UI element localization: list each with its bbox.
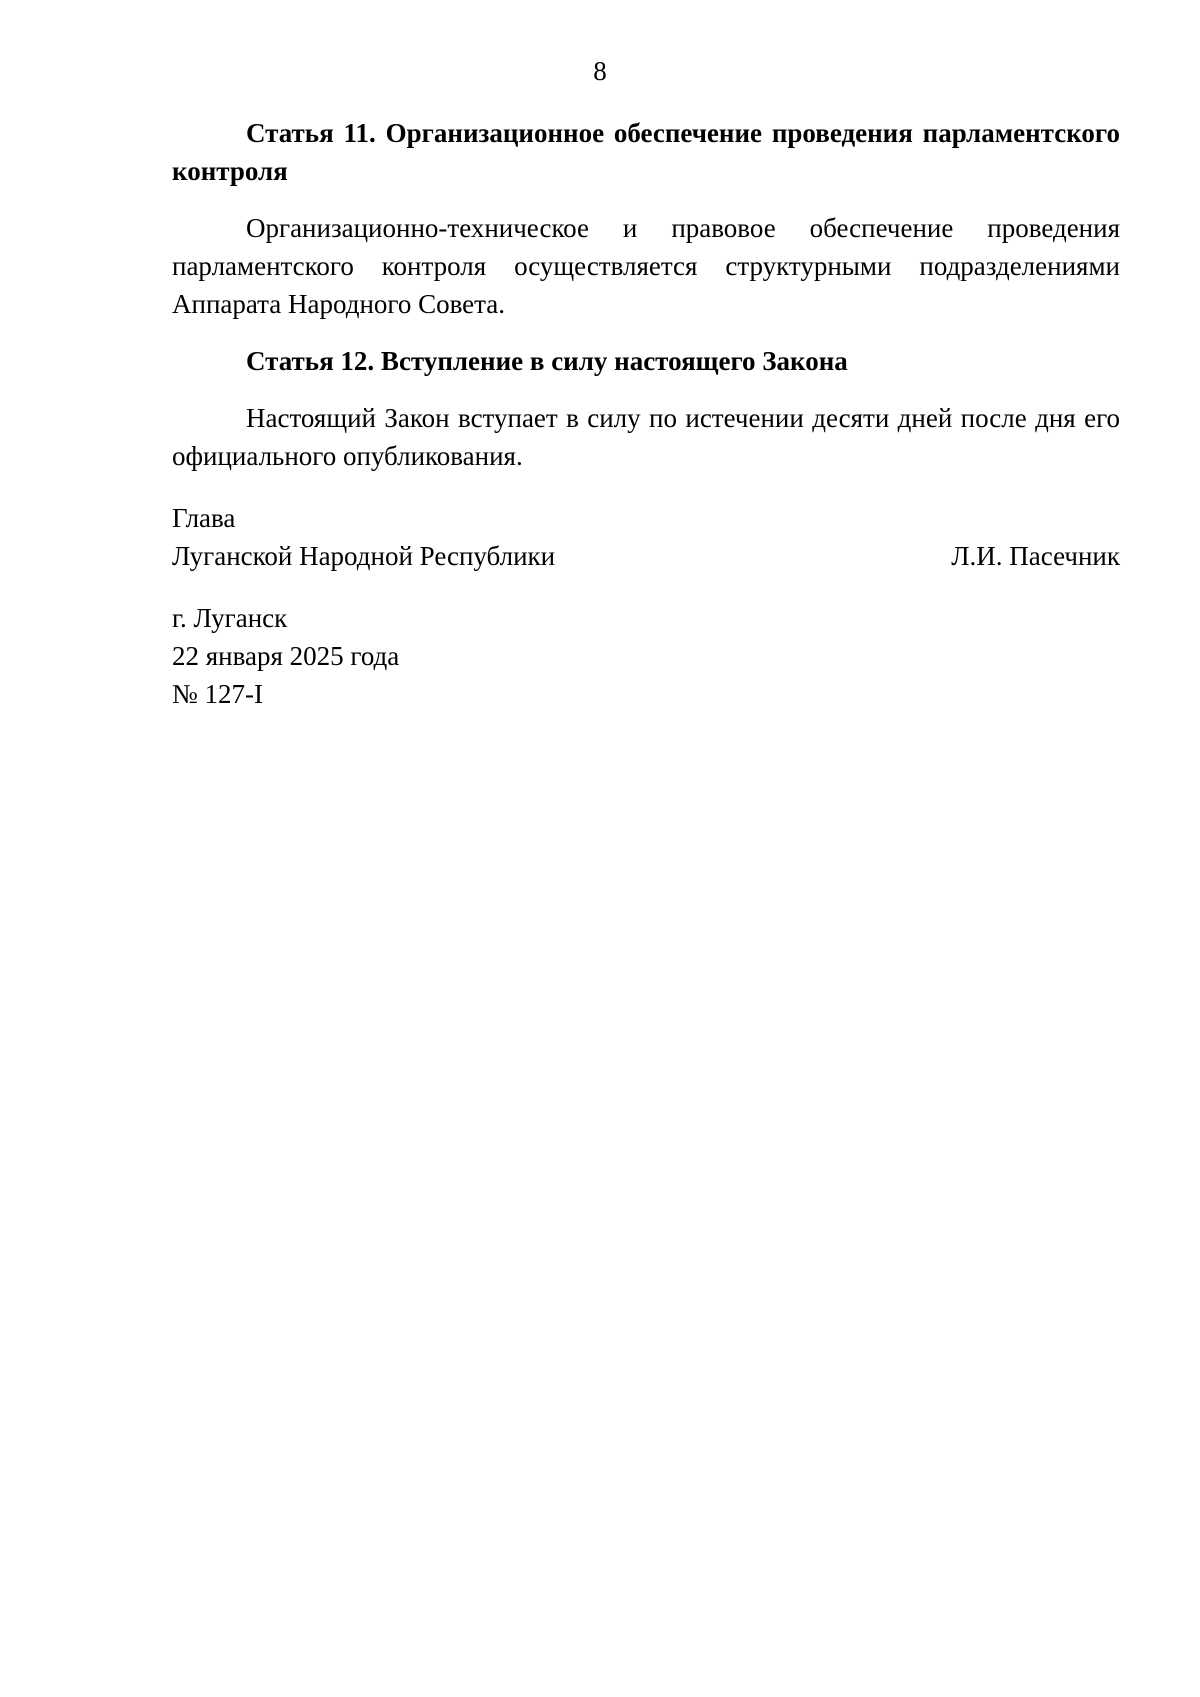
page-number: 8 <box>593 56 607 86</box>
signatory-name: Л.И. Пасечник <box>951 541 1120 571</box>
signature-title-line1: Глава <box>172 503 236 533</box>
document-body <box>172 114 1120 713</box>
date: 22 января 2025 года <box>172 641 400 671</box>
law-number: № 127-I <box>172 679 263 709</box>
article-11-heading: Статья 11. Организационное обеспечение проведения парламентского контроля <box>172 118 1120 186</box>
signature-title-line2: Луганской Народной Республики <box>172 541 556 571</box>
article-12-heading: Статья 12. Вступление в силу настоящего Закона <box>246 346 848 376</box>
article-12-text: Настоящий Закон вступает в силу по истечении десяти дней после дня его официального опубликования. <box>172 403 1120 471</box>
signature-row <box>172 537 1120 575</box>
city: г. Луганск <box>172 603 288 633</box>
article-11-text: Организационно-техническое и правовое обеспечение проведения парламентского контроля осуществляется структурными подразделениями Аппарата Народного Совета. <box>172 213 1120 319</box>
